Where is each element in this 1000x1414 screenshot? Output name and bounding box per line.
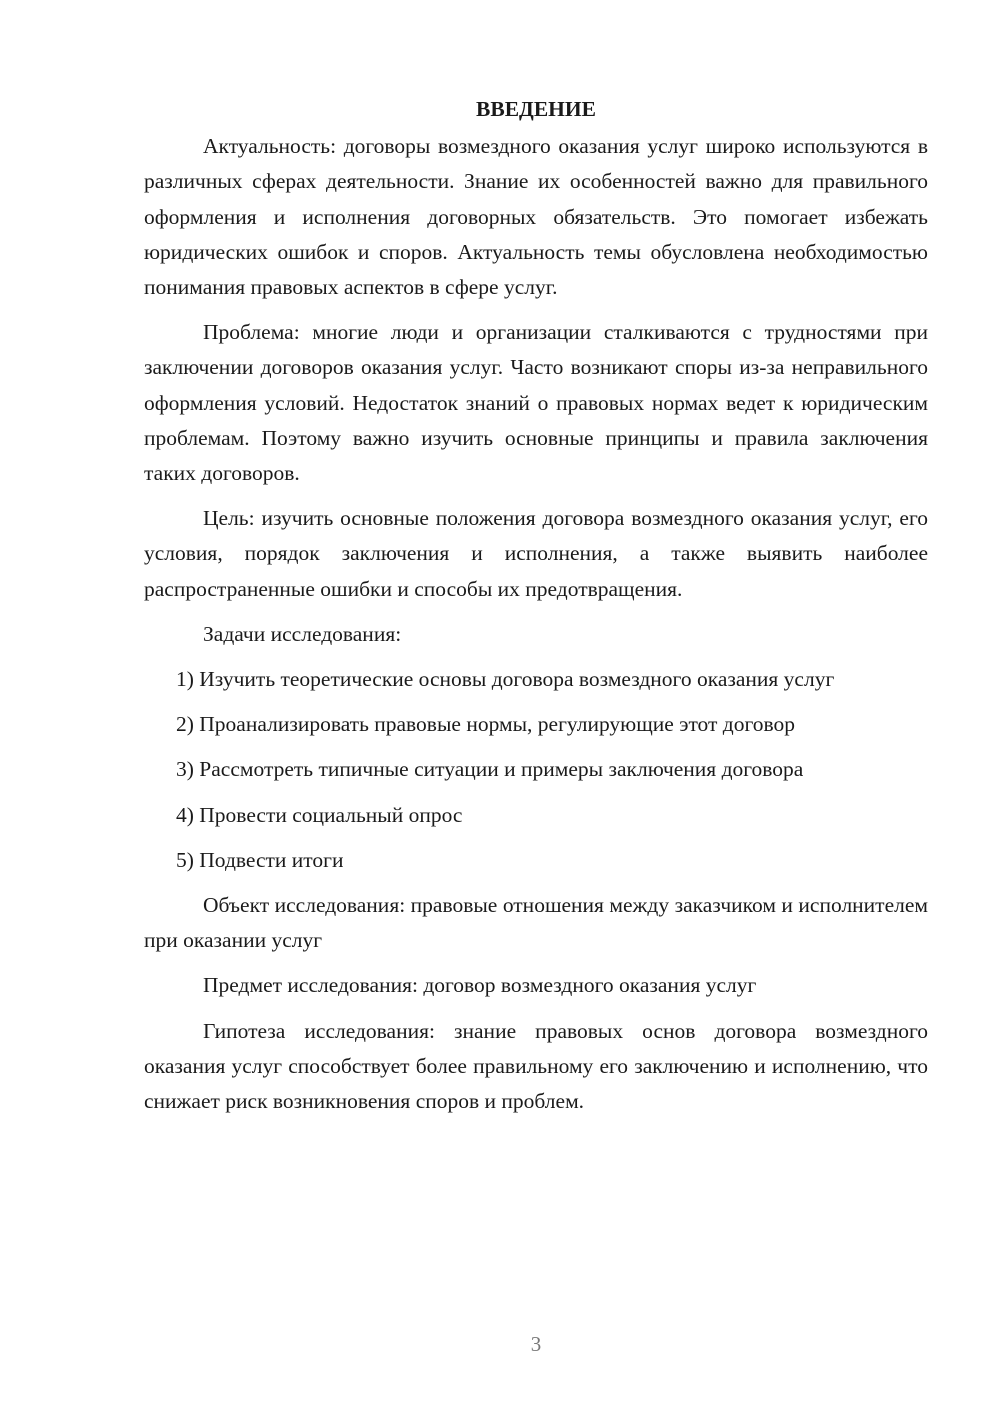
paragraph-object: Объект исследования: правовые отношения между заказчиком и исполнителем при оказании услуг bbox=[144, 893, 928, 953]
page-number: 3 bbox=[530, 1332, 542, 1356]
paragraph-problem: Проблема: многие люди и организации сталкиваются с трудностями при заключении договоров оказания услуг. Часто возникают споры из-за неправильного оформления условий. Недостаток знаний о правовых нормах ведет к юридическим проблемам. Поэтому важно изучить основные принципы и правила заключения таких договоров. bbox=[144, 320, 928, 486]
paragraph-relevance: Актуальность: договоры возмездного оказания услуг широко используются в различных сферах деятельности. Знание их особенностей важно для правильного оформления и исполнения договорных обязательств. Это помогает избежать юридических ошибок и споров. Актуальность темы обусловлена необходимостью понимания правовых аспектов в сфере услуг. bbox=[144, 134, 928, 300]
tasks-heading: Задачи исследования: bbox=[203, 621, 402, 646]
list-item: 2) Проанализировать правовые нормы, регулирующие этот договор bbox=[176, 712, 796, 737]
document-page bbox=[144, 92, 928, 1129]
paragraph-goal: Цель: изучить основные положения договора возмездного оказания услуг, его условия, порядок заключения и исполнения, а также выявить наиболее распространенные ошибки и способы их предотвращения. bbox=[144, 506, 928, 601]
list-item: 3) Рассмотреть типичные ситуации и примеры заключения договора bbox=[176, 757, 804, 782]
tasks-list bbox=[144, 662, 928, 878]
document-title: ВВЕДЕНИЕ bbox=[476, 97, 596, 121]
paragraph-hypothesis: Гипотеза исследования: знание правовых основ договора возмездного оказания услуг способствует более правильному его заключению и исполнению, что снижает риск возникновения споров и проблем. bbox=[144, 1018, 928, 1114]
list-item: 1) Изучить теоретические основы договора возмездного оказания услуг bbox=[176, 667, 835, 692]
list-item: 5) Подвести итоги bbox=[176, 847, 344, 872]
paragraph-subject: Предмет исследования: договор возмездного оказания услуг bbox=[203, 973, 757, 998]
list-item: 4) Провести социальный опрос bbox=[176, 802, 463, 827]
